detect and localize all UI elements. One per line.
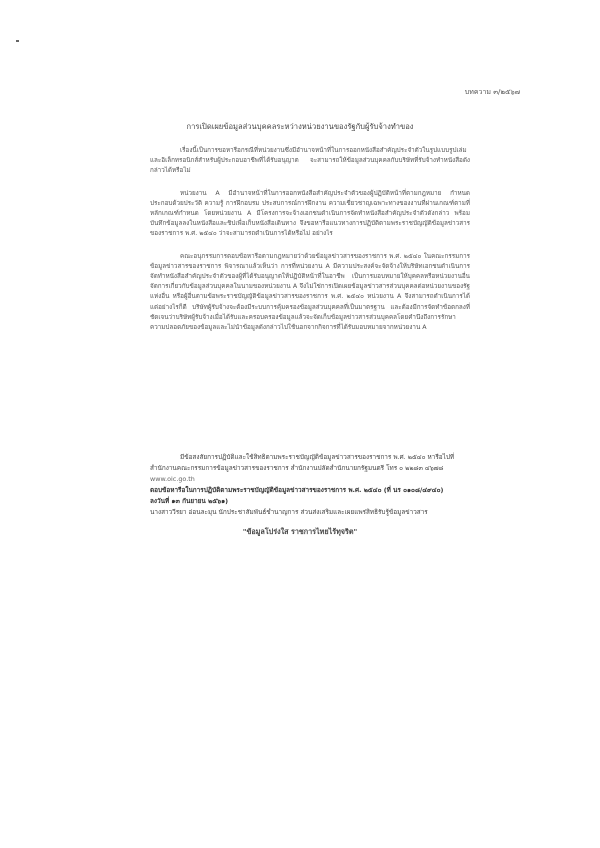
slogan: "ข้อมูลโปร่งใส ราชการไทยไร้ทุจริต" [242,527,358,536]
reference-date: ลงวันที่ ๑๓ กันยายน ๒๕๖๑) [150,497,229,505]
author-line: นางสาววีรยา อ่อนละมุน นักประชาสัมพันธ์ชำนาญการ ส่วนส่งเสริมและเผยแพร่สิทธิรับรู้ข้อมูลข่าวสาร [150,508,428,516]
body-text [150,146,470,345]
paragraph-facts: หน่วยงาน A มีอำนาจหน้าที่ในการออกหนังสือสำคัญประจำตัวของผู้ปฏิบัติหน้าที่ตามกฎหมาย กำหนด ประกอบด้วยประวัติ ความรู้ การฝึกอบรม ประสบการณ์การฝึกงาน ความเชี่ยวชาญเฉพาะทางของงานที่ผ่านเกณฑ์ตามที่หลักเกณฑ์กำหนด โดยหน่วยงาน A มีโครงการจะจ้างเอกชนดำเนินการจัดทำหนังสือสำคัญประจำตัวดังกล่าว พร้อมบันทึกข้อมูลลงในหนังสือและชิปเพื่อเก็บหนังสือเดินทาง จึงขอหารือแนวทางการปฏิบัติตามพระราชบัญญัติข้อมูลข่าวสารของราชการ พ.ศ. ๒๕๔๐ ว่าจะสามารถดำเนินการได้หรือไม่ อย่างไร [150,189,470,238]
reference-line: ตอบข้อหารือในการปฏิบัติตามพระราชบัญญัติข้อมูลข่าวสารของราชการ พ.ศ. ๒๕๔๐ (ที่ นร ๐๑๐๘/๔๙๔๐) [150,486,444,494]
paragraph-opinion: คณะอนุกรรมการตอบข้อหารือตามกฎหมายว่าด้วยข้อมูลข่าวสารของราชการ พ.ศ. ๒๕๔๐ ในคณะกรรมการข้อมูลข่าวสารของราชการ พิจารณาแล้วเห็นว่า การที่หน่วยงาน A มีความประสงค์จะจัดจ้างให้บริษัทเอกชนดำเนินการจัดทำหนังสือสำคัญประจำตัวของผู้ที่ได้รับอนุญาตให้ปฏิบัติหน้าที่ในอาชีพ เป็นการมอบหมายให้บุคคลหรือหน่วยงานอื่นจัดการเกี่ยวกับข้อมูลส่วนบุคคลในนามของหน่วยงาน A จึงไม่ใช่การเปิดเผยข้อมูลข่าวสารส่วนบุคคลต่อหน่วยงานของรัฐแห่งอื่น หรือผู้อื่นตามข้อพระราชบัญญัติข้อมูลข่าวสารของราชการ พ.ศ. ๒๕๔๐ หน่วยงาน A จึงสามารถดำเนินการได้ แต่อย่างไรก็ดี บริษัทผู้รับจ้างจะต้องมีระบบการคุ้มครองข้อมูลส่วนบุคคลที่เป็นมาตรฐาน และต้องมีการจัดทำข้อตกลงที่ชัดเจนว่าบริษัทผู้รับจ้างเมื่อได้รับและครอบครองข้อมูลแล้วจะจัดเก็บข้อมูลข่าวสารส่วนบุคคลโดยคำนึงถึงการรักษาความปลอดภัยของข้อมูลและไม่นำข้อมูลดังกล่าวไปใช้นอกจากกิจการที่ได้รับมอบหมายจากหน่วยงาน A [150,252,470,332]
scan-mark [16,40,19,42]
website-link[interactable]: www.oic.go.th [150,475,195,483]
document-title: การเปิดเผยข้อมูลส่วนบุคคลระหว่างหน่วยงานของรัฐกับผู้รับจ้างทำของ [186,122,414,131]
paragraph-intro: เรื่องนี้เป็นการขอหารือกรณีที่หน่วยงานซึ่งมีอำนาจหน้าที่ในการออกหนังสือสำคัญประจำตัวในรูปแบบรูปเล่มและอิเล็กทรอนิกส์สำหรับผู้ประกอบอาชีพที่ได้รับอนุญาต จะสามารถให้ข้อมูลส่วนบุคคลกับบริษัทที่รับจ้างทำหนังสือดังกล่าวได้หรือไม่ [150,147,470,175]
reference-number: บทความ ๓/๒๕๖๗ [464,88,520,96]
paragraph-contact: มีข้อสงสัยการปฏิบัติและใช้สิทธิตามพระราชบัญญัติข้อมูลข่าวสารของราชการ พ.ศ. ๒๕๔๐ หารือไปที่สำนักงานคณะกรรมการข้อมูลข่าวสารของราชการ สำนักงานปลัดสำนักนายกรัฐมนตรี โทร ๐ ๒๒๘๓ ๔๖๗๘ [150,453,455,472]
contact-block [150,452,480,518]
